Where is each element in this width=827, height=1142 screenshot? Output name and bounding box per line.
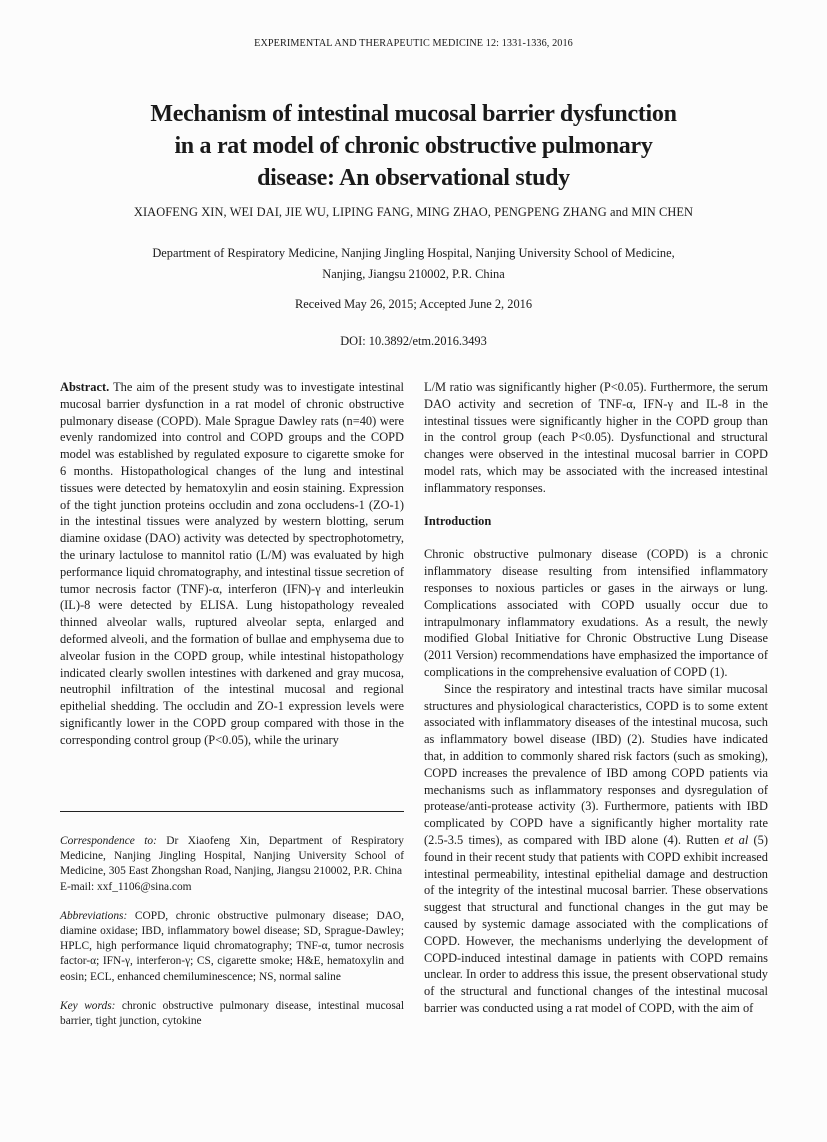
author-list: XIAOFENG XIN, WEI DAI, JIE WU, LIPING FANG, MING ZHAO, PENGPENG ZHANG and MIN CHEN [133, 205, 694, 219]
intro-text: (5) found in their recent study that patients with COPD exhibit increased intestinal permeability, intestinal epithelial damage and destruction of the integrity of the intestinal mucosal barrier. These observations suggest that structural and functional changes in the gut may be caused by systemic damage associated with the complications of COPD. However, the mechanisms underlying the development of COPD-induced intestinal damage in patients with COPD remains unclear. In order to address this issue, the present observational study of the structural and functional changes of the intestinal mucosal barrier was conducted using a rat model of COPD, with the aim of [424, 832, 768, 1015]
abstract-label: Abstract. [60, 380, 110, 394]
keywords-text: chronic obstructive pulmonary disease, intestinal mucosal barrier, tight junction, cytokine [60, 999, 404, 1028]
left-column [60, 379, 404, 749]
footnote-divider [60, 811, 404, 812]
keywords-label: Key words: [60, 999, 116, 1012]
article-title-line: Mechanism of intestinal mucosal barrier dysfunction [150, 101, 677, 127]
right-column [424, 379, 768, 1017]
abbreviations-note [60, 909, 404, 985]
correspondence-label: Correspondence to: [60, 835, 157, 847]
affiliation [60, 243, 767, 285]
correspondence-text: Dr Xiaofeng Xin, Department of Respiratory Medicine, Nanjing Jingling Hospital, Nanjing University School of Medicine, 305 East Zhongshan Road, Nanjing, Jiangsu 210002, P.R. China [60, 835, 404, 878]
abbreviations-label: Abbreviations: [60, 909, 128, 922]
doi[interactable]: DOI: 10.3892/etm.2016.3493 [340, 334, 487, 348]
introduction-paragraph [424, 681, 768, 1017]
correspondence-email[interactable]: E-mail: xxf_1106@sina.com [60, 880, 192, 893]
correspondence-note [60, 834, 404, 895]
article-title-line: disease: An observational study [257, 165, 570, 191]
introduction-paragraph: Chronic obstructive pulmonary disease (COPD) is a chronic inflammatory disease resulting from intensified inflammatory responses to noxious particles or gases in the airways or lung. Complications associated with COPD usually occur due to intrapulmonary inflammatory exudations. As a result, the newly modified Global Initiative for Chronic Obstructive Lung Disease (2011 Version) recommendations have emphasized the importance of complications in the comprehensive evaluation of COPD (1). [424, 547, 768, 679]
intro-text: Since the respiratory and intestinal tracts have similar mucosal structures and physiological characteristics, COPD is to some extent associated with inflammatory diseases of the intestinal mucosa, such as inflammatory bowel disease (IBD) (2). Studies have indicated that, in addition to commonly shared risk factors (such as smoking), COPD increases the prevalence of IBD among COPD patients via mechanisms such as inflammatory responses and dysregulation of protease/anti-protease activity (3). Furthermore, patients with IBD complicated by COPD have a significantly higher mortality rate (2.5-3.5 times), as compared with IBD alone (4). Rutten [424, 681, 768, 847]
running-head: EXPERIMENTAL AND THERAPEUTIC MEDICINE 12: 1331-1336, 2016 [254, 38, 573, 49]
article-title-line: in a rat model of chronic obstructive pulmonary [174, 133, 653, 159]
affiliation-line: Department of Respiratory Medicine, Nanjing Jingling Hospital, Nanjing University School of Medicine, [152, 246, 675, 260]
abbreviations-text: COPD, chronic obstructive pulmonary disease; DAO, diamine oxidase; IBD, inflammatory bowel disease; SD, Sprague-Dawley; HPLC, high performance liquid chromatography; TNF-α, tumor necrosis factor-α; IFN-γ, interferon-γ; CS, cigarette smoke; H&E, hematoxylin and eosin; ECL, enhanced chemiluminescence; NS, normal saline [60, 909, 404, 983]
affiliation-line: Nanjing, Jiangsu 210002, P.R. China [322, 267, 505, 281]
et-al: et al [724, 832, 749, 847]
article-title [60, 98, 767, 194]
received-accepted-dates: Received May 26, 2015; Accepted June 2, 2016 [294, 297, 533, 311]
abstract-text: The aim of the present study was to investigate intestinal mucosal barrier dysfunction in a rat model of chronic obstructive pulmonary disease (COPD). Male Sprague Dawley rats (n=40) were evenly randomized into control and COPD groups and the COPD model was established by regulated exposure to cigarette smoke for 6 months. Histopathological changes of the lung and intestinal tissues were detected by hematoxylin and eosin staining. Expression of the tight junction proteins occludin and zona occludens-1 (ZO-1) in the intestinal tissues were analyzed by western blotting, serum diamine oxidase (DAO) activity was detected by spectrophotometry, the urinary lactulose to mannitol ratio (L/M) was evaluated by high performance liquid chromatography, and intestinal tissue secretion of tumor necrosis factor (TNF)-α, interferon (IFN)-γ and interleukin (IL)-8 were detected by ELISA. Lung histopathology revealed thinned alveolar walls, ruptured alveolar septa, enlarged and deformed alveoli, and the formation of bullae and emphysema due to alveolar fusion in the COPD group, while intestinal histopathology indicated clearly swollen intestines with darkened and gray mucosa, neutrophil infiltration of the intestinal mucosal and regional epithelial shedding. The occludin and ZO-1 expression levels were significantly lower in the COPD group compared with those in the corresponding control group (P<0.05), while the urinary [60, 380, 404, 747]
abstract-continued: L/M ratio was significantly higher (P<0.05). Furthermore, the serum DAO activity and secretion of TNF-α, IFN-γ and IL-8 in the intestinal tissues were significantly higher in the COPD group than in the control group (each P<0.05). Dysfunctional and structural changes were observed in the intestinal mucosal barrier in COPD model rats, which may be associated with the increased intestinal inflammatory responses. [424, 380, 768, 495]
keywords-note [60, 999, 404, 1029]
footnotes [60, 834, 404, 1043]
section-heading-introduction: Introduction [424, 513, 492, 528]
abstract-paragraph [60, 379, 404, 749]
